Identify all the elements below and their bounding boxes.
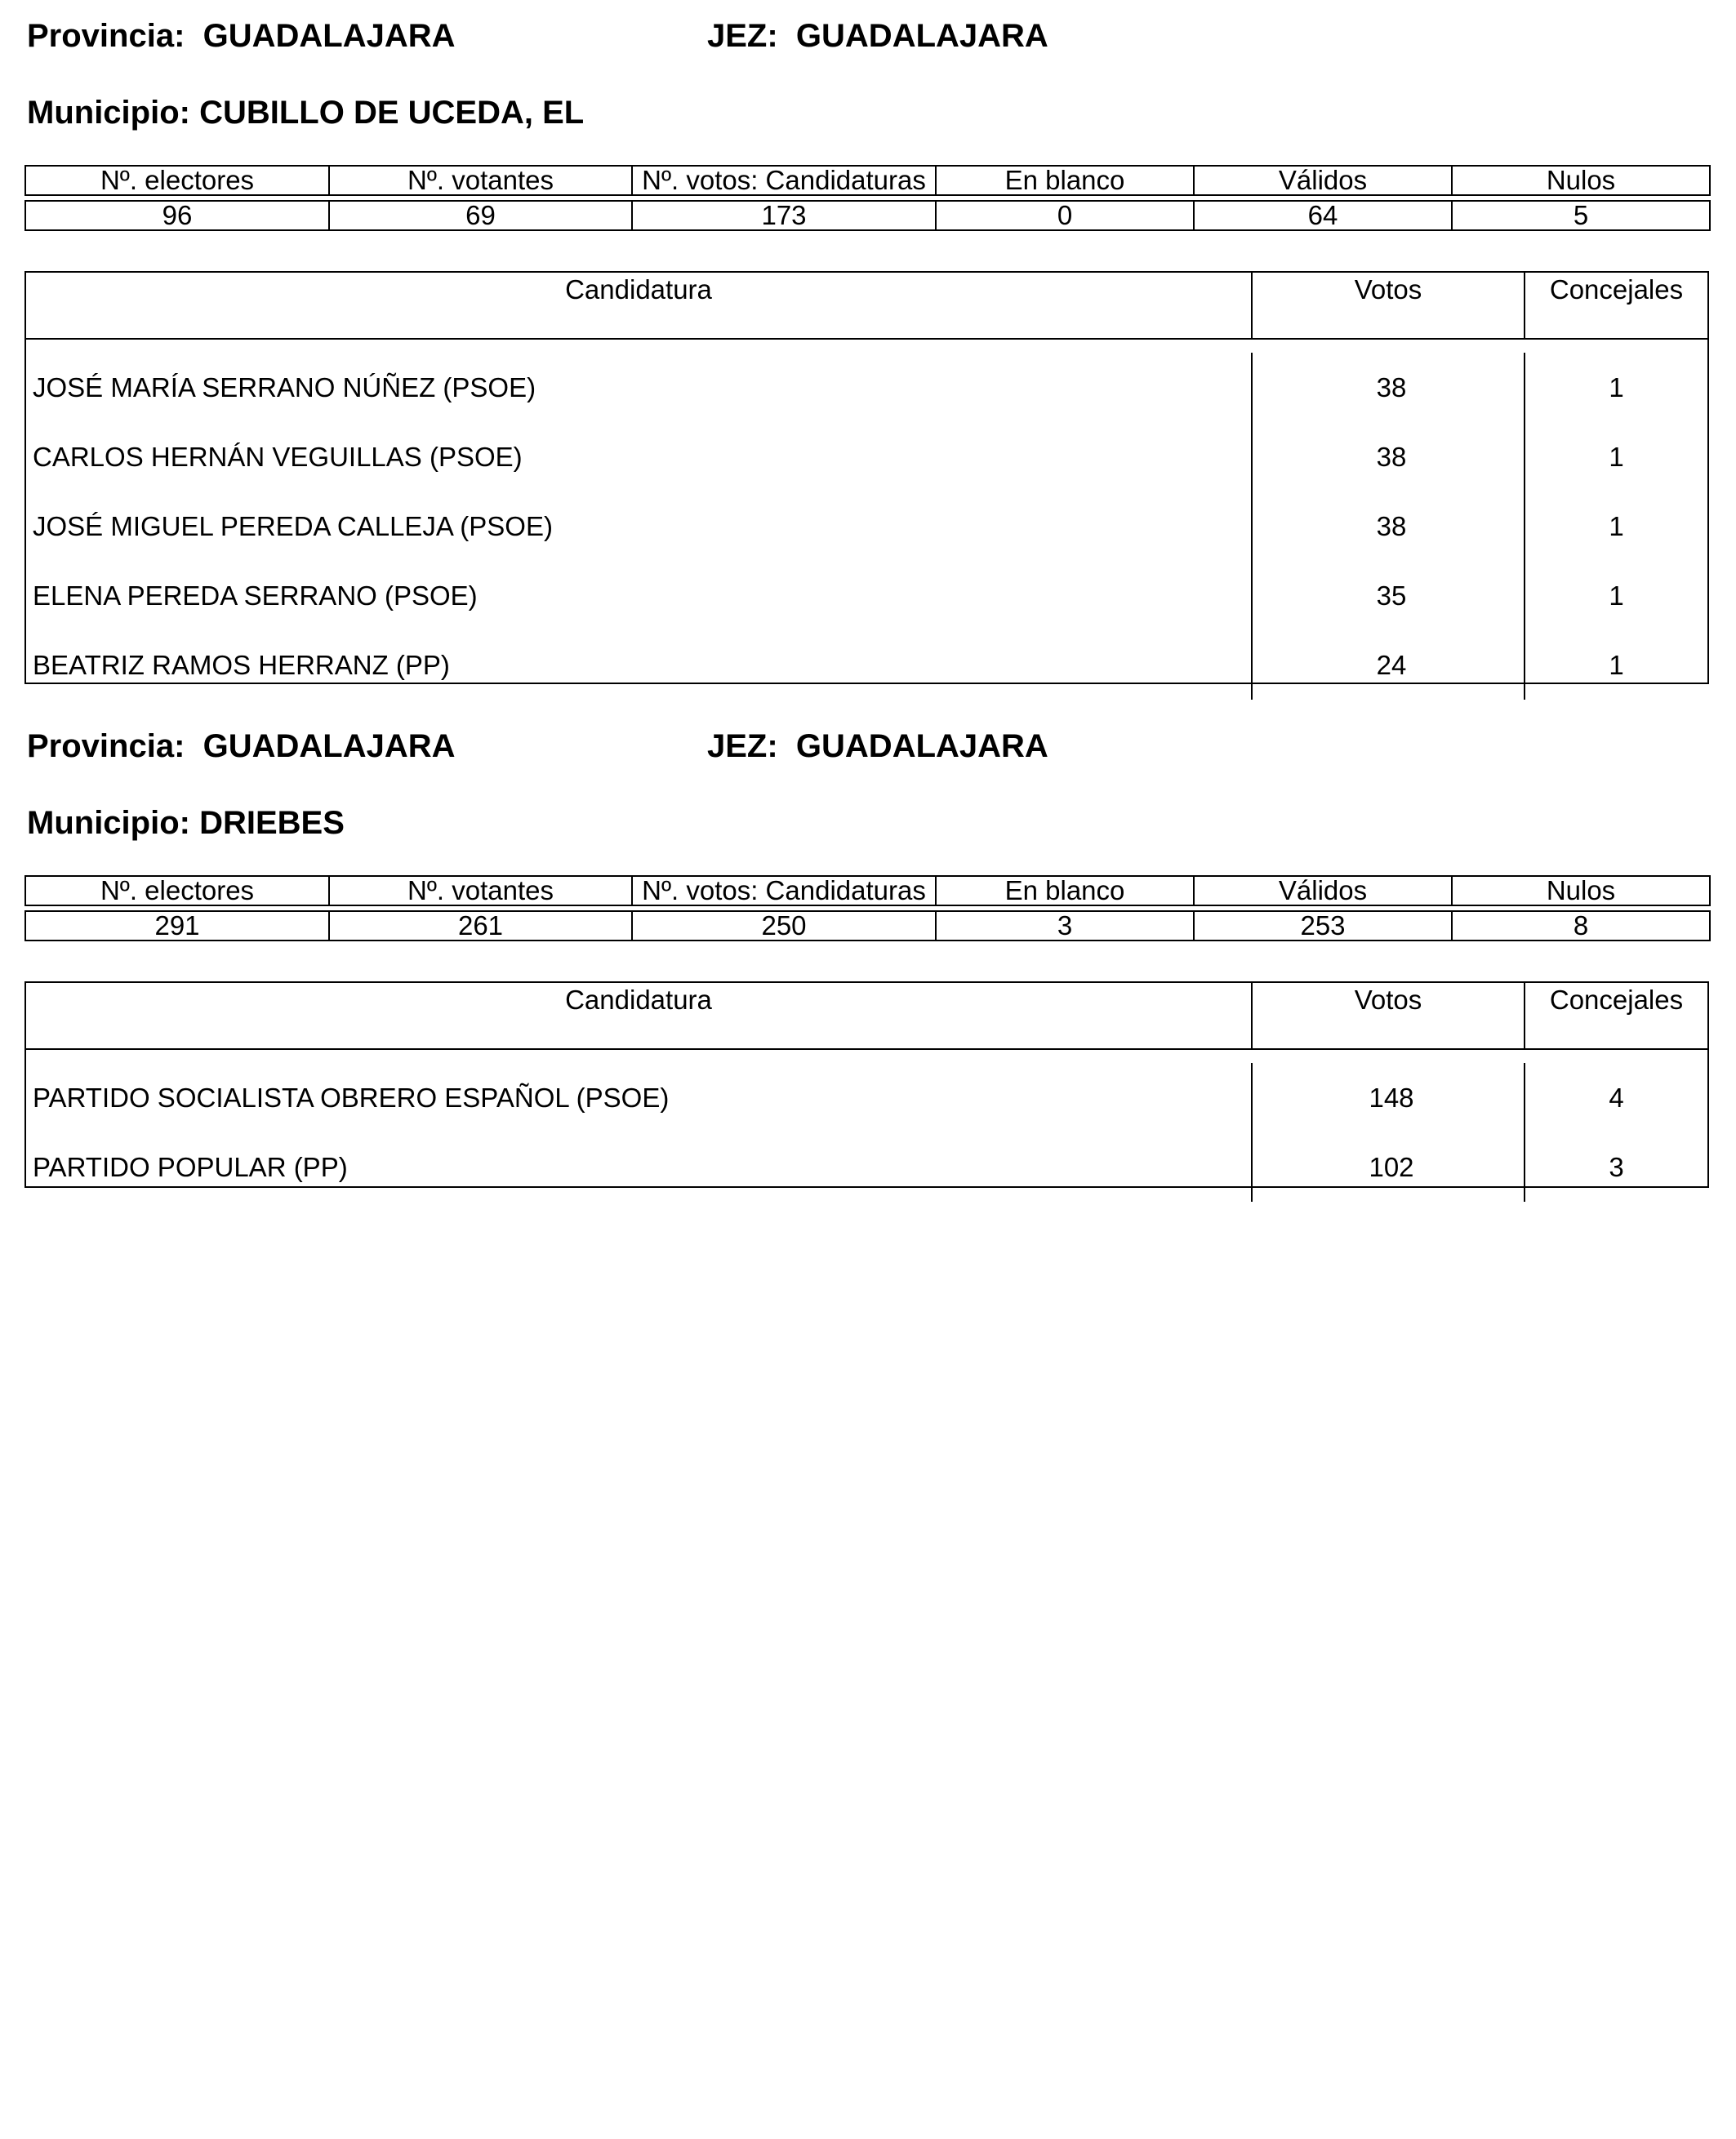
- municipio-value: CUBILLO DE UCEDA, EL: [199, 95, 585, 131]
- candidates-header-row: [26, 273, 1707, 340]
- candidate-name: CARLOS HERNÁN VEGUILLAS (PSOE): [26, 422, 1253, 491]
- header-nulos: Nulos: [1452, 166, 1710, 195]
- provincia-line: [27, 16, 456, 56]
- jez-label: JEZ:: [707, 18, 778, 54]
- jez-line: [707, 16, 1048, 56]
- table-row: [26, 561, 1707, 630]
- summary-values-table: [24, 200, 1711, 231]
- summary-table: [24, 165, 1711, 196]
- candidate-votos: 38: [1253, 353, 1525, 422]
- value-electores: 96: [25, 201, 329, 230]
- candidate-votos: 38: [1253, 491, 1525, 561]
- value-nulos: 5: [1452, 201, 1710, 230]
- header-validos: Válidos: [1194, 876, 1452, 905]
- header-en-blanco: En blanco: [936, 166, 1194, 195]
- jez-label: JEZ:: [707, 728, 778, 764]
- summary-header-row: [25, 876, 1710, 905]
- provincia-value: GUADALAJARA: [203, 728, 456, 764]
- value-validos: 64: [1194, 201, 1452, 230]
- candidate-name: PARTIDO POPULAR (PP): [26, 1132, 1253, 1202]
- header-candidatura: Candidatura: [26, 983, 1253, 1048]
- header-nulos: Nulos: [1452, 876, 1710, 905]
- candidates-table: [24, 271, 1709, 684]
- summary-values-table: [24, 910, 1711, 941]
- municipio-value: DRIEBES: [199, 805, 345, 841]
- municipio-label: Municipio:: [27, 805, 190, 841]
- table-row: [26, 1063, 1707, 1132]
- candidates-header-row: [26, 983, 1707, 1050]
- summary-table: [24, 875, 1711, 906]
- value-votantes: 69: [329, 201, 632, 230]
- candidate-name: BEATRIZ RAMOS HERRANZ (PP): [26, 630, 1253, 700]
- candidate-concejales: 1: [1609, 441, 1624, 472]
- value-validos: 253: [1194, 911, 1452, 941]
- header-votos: Votos: [1253, 273, 1525, 338]
- value-votos-candidaturas: 250: [632, 911, 936, 941]
- candidate-name: JOSÉ MARÍA SERRANO NÚÑEZ (PSOE): [26, 353, 1253, 422]
- provincia-label: Provincia:: [27, 18, 185, 54]
- header-votantes: Nº. votantes: [329, 876, 632, 905]
- candidate-concejales: 3: [1609, 1151, 1624, 1182]
- header-votos: Votos: [1253, 983, 1525, 1048]
- candidates-body: [26, 1050, 1707, 1202]
- candidate-votos: 102: [1253, 1132, 1525, 1202]
- header-electores: Nº. electores: [25, 166, 329, 195]
- value-en-blanco: 3: [936, 911, 1194, 941]
- header-electores: Nº. electores: [25, 876, 329, 905]
- candidate-votos: 35: [1253, 561, 1525, 630]
- candidate-concejales: 1: [1609, 649, 1624, 680]
- table-row: [26, 1132, 1707, 1202]
- header-en-blanco: En blanco: [936, 876, 1194, 905]
- candidate-concejales: 1: [1609, 580, 1624, 611]
- municipio-label: Municipio:: [27, 95, 190, 131]
- candidate-votos: 148: [1253, 1063, 1525, 1132]
- table-row: [26, 630, 1707, 700]
- summary-value-row: [25, 201, 1710, 230]
- candidate-concejales: 1: [1609, 371, 1624, 402]
- candidate-concejales: 1: [1609, 510, 1624, 541]
- candidate-votos: 38: [1253, 422, 1525, 491]
- jez-value: GUADALAJARA: [795, 728, 1048, 764]
- municipio-line: [27, 93, 584, 132]
- header-candidatura: Candidatura: [26, 273, 1253, 338]
- table-row: [26, 353, 1707, 422]
- candidate-name: PARTIDO SOCIALISTA OBRERO ESPAÑOL (PSOE): [26, 1063, 1253, 1132]
- header-concejales: Concejales: [1549, 274, 1684, 305]
- candidate-name: JOSÉ MIGUEL PEREDA CALLEJA (PSOE): [26, 491, 1253, 561]
- summary-header-row: [25, 166, 1710, 195]
- candidates-body: [26, 340, 1707, 700]
- header-votos-candidaturas: Nº. votos: Candidaturas: [632, 876, 936, 905]
- value-votantes: 261: [329, 911, 632, 941]
- header-votos-candidaturas: Nº. votos: Candidaturas: [632, 166, 936, 195]
- summary-value-row: [25, 911, 1710, 941]
- provincia-label: Provincia:: [27, 728, 185, 764]
- header-validos: Válidos: [1194, 166, 1452, 195]
- value-electores: 291: [25, 911, 329, 941]
- jez-line: [707, 727, 1048, 766]
- municipio-line: [27, 803, 345, 843]
- jez-value: GUADALAJARA: [795, 18, 1048, 54]
- candidates-table: [24, 981, 1709, 1188]
- table-row: [26, 422, 1707, 491]
- value-en-blanco: 0: [936, 201, 1194, 230]
- value-votos-candidaturas: 173: [632, 201, 936, 230]
- candidate-name: ELENA PEREDA SERRANO (PSOE): [26, 561, 1253, 630]
- header-votantes: Nº. votantes: [329, 166, 632, 195]
- provincia-line: [27, 727, 456, 766]
- candidate-concejales: 4: [1609, 1082, 1624, 1113]
- table-row: [26, 491, 1707, 561]
- value-nulos: 8: [1452, 911, 1710, 941]
- header-concejales: Concejales: [1549, 985, 1684, 1015]
- provincia-value: GUADALAJARA: [203, 18, 456, 54]
- candidate-votos: 24: [1253, 630, 1525, 700]
